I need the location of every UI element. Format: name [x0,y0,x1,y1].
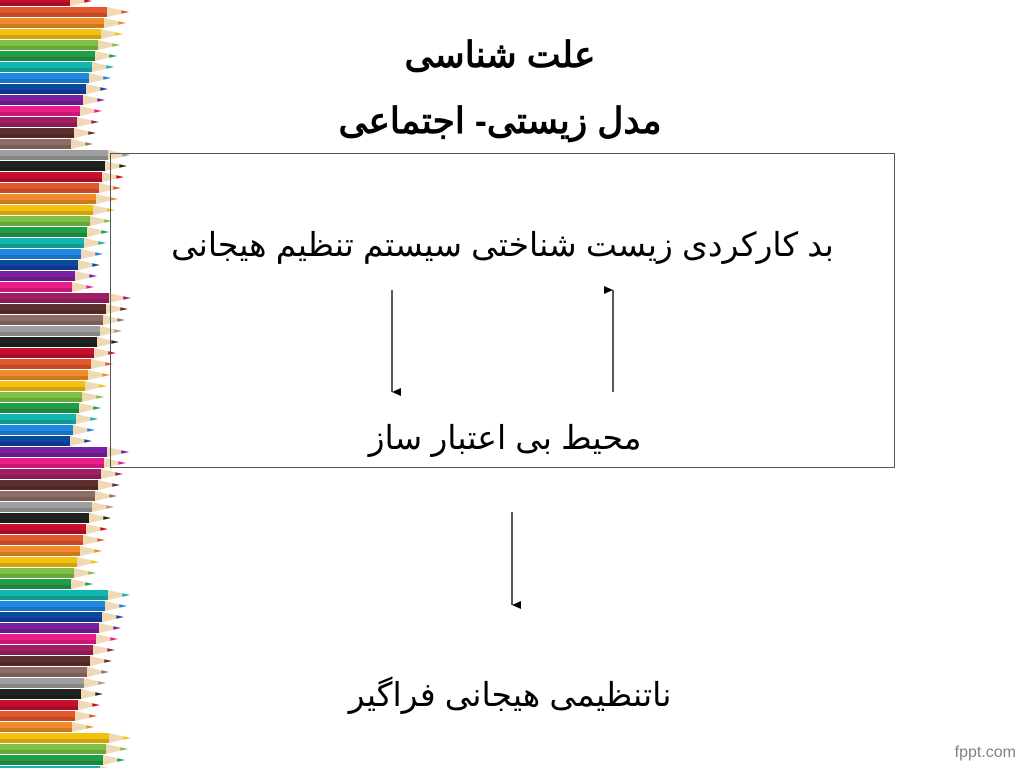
pencil-icon [0,282,94,292]
pencil-icon [0,84,108,94]
pencil-icon [0,18,126,28]
pencil-icon [0,128,96,138]
pencil-icon [0,238,106,248]
pencil-icon [0,634,118,644]
pencil-icon [0,601,127,611]
pencil-icon [0,513,111,523]
slide-subtitle: مدل زیستی- اجتماعی [338,100,662,141]
pencil-icon [0,502,114,512]
pencil-icon [0,172,124,182]
pencil-icon [0,348,116,358]
invalidating-environment-label: محیط بی اعتبار ساز [368,419,642,456]
pencil-icon [0,480,120,490]
pencil-icon [0,689,103,699]
pencil-icon [0,315,125,325]
pencil-icon [0,711,97,721]
pencil-icon [0,183,121,193]
pervasive-dysregulation-label: ناتنظیمی هیجانی فراگیر [348,676,672,713]
pencil-icon [0,590,130,600]
pencil-icon [0,95,105,105]
pencil-icon [0,216,112,226]
pencil-icon [0,51,117,61]
pencil-icon [0,722,94,732]
pencil-icon [0,62,114,72]
pencil-icon [0,744,128,754]
pencil-icon [0,557,99,567]
pencil-icon [0,249,103,259]
pencil-icon [0,414,98,424]
pencil-icon [0,73,111,83]
pencil-icon [0,7,129,17]
pencil-icon [0,260,100,270]
pencil-icon [0,568,96,578]
pencil-icon [0,667,109,677]
slide-title: علت شناسی [404,34,596,75]
pencil-icon [0,656,112,666]
pencil-icon [0,491,117,501]
pencil-icon [0,227,109,237]
pencil-icon [0,370,110,380]
pencil-icon [0,700,100,710]
pencil-icon [0,337,119,347]
pencil-icon [0,161,127,171]
pencil-icon [0,645,115,655]
pencil-icon [0,458,126,468]
watermark: fppt.com [954,744,1016,761]
pencil-icon [0,381,107,391]
pencil-icon [0,436,92,446]
pencil-icon [0,425,95,435]
pencil-icon [0,106,102,116]
pencil-icon [0,0,92,6]
pencil-icon [0,524,108,534]
pencil-icon [0,139,93,149]
pencil-icon [0,623,121,633]
pencil-icon [0,40,120,50]
pencil-icon [0,205,115,215]
pencil-icon [0,546,102,556]
pencil-icon [0,117,99,127]
pencil-icon [0,304,128,314]
pencil-icon [0,579,93,589]
pencil-icon [0,535,105,545]
pencil-icon [0,612,124,622]
pencil-icon [0,755,125,765]
pencil-icon [0,29,123,39]
pencil-icon [0,403,101,413]
pencil-icon [0,469,123,479]
pencil-icon [0,194,118,204]
pencil-icon [0,392,104,402]
pencil-icon [0,359,113,369]
pencil-icon [0,271,97,281]
pencil-icon [0,326,122,336]
pencil-icon [0,733,131,743]
biological-dysfunction-label: بد کارکردی زیست شناختی سیستم تنظیم هیجانی [171,226,834,263]
pencil-icon [0,678,106,688]
